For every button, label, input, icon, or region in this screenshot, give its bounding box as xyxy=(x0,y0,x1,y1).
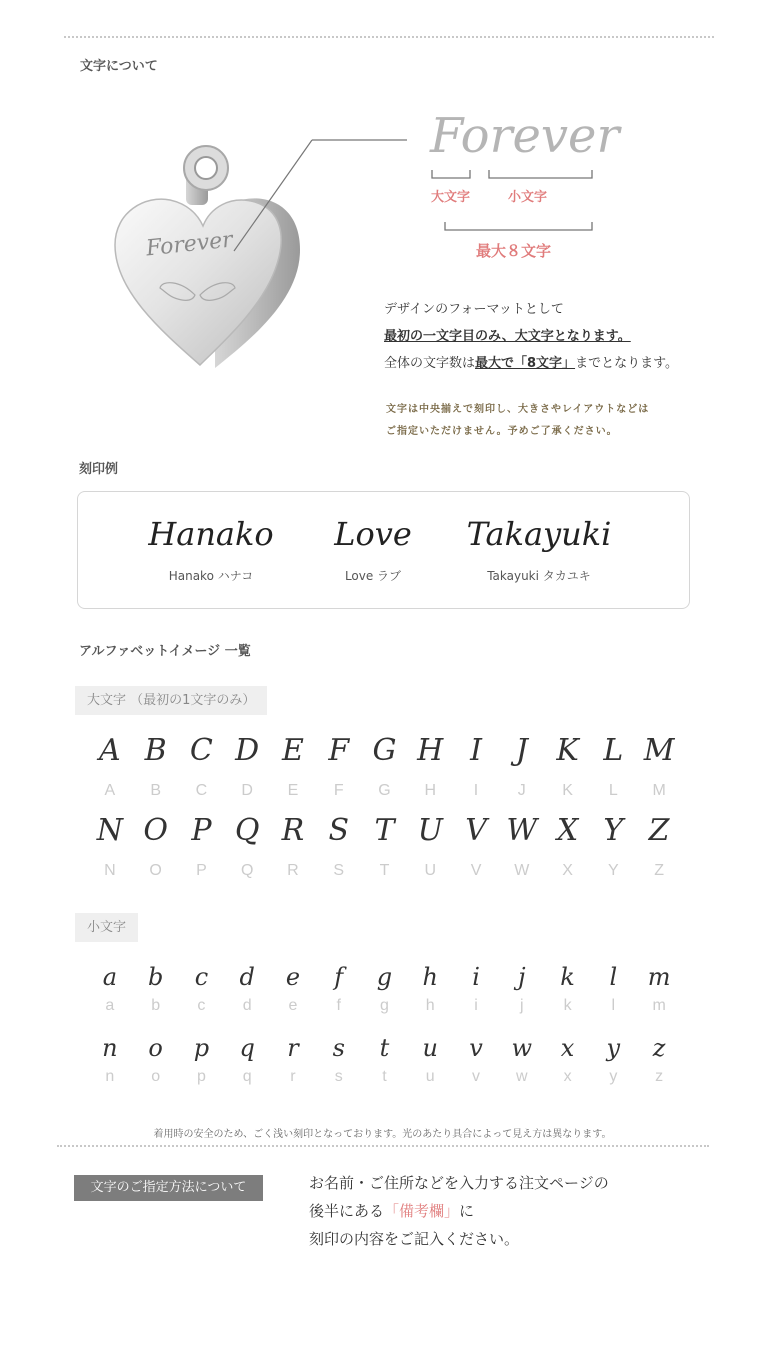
plain-letter: A xyxy=(104,782,116,799)
letter-y xyxy=(590,1033,636,1087)
plain-letter: a xyxy=(105,997,115,1014)
example-takayuki-caption: Takayuki タカユキ xyxy=(487,569,591,583)
plain-letter: q xyxy=(242,1068,252,1085)
desc-line-3-pre: 全体の文字数は xyxy=(384,356,476,371)
script-letter: Y xyxy=(603,813,624,848)
script-letter: S xyxy=(328,813,349,848)
section-title-characters: 文字について xyxy=(80,59,158,74)
letter-P xyxy=(179,813,225,881)
pendant-engraving-text: Forever xyxy=(144,227,234,262)
script-letter: X xyxy=(556,813,579,848)
bottom-divider xyxy=(57,1145,709,1147)
method-line-2 xyxy=(309,1200,474,1221)
plain-letter: Q xyxy=(240,862,254,879)
note-line-2: ご指定いただけません。予めご了承ください。 xyxy=(386,426,618,437)
letter-A xyxy=(87,733,133,801)
example-hanako-caption: Hanako ハナコ xyxy=(168,569,254,583)
letter-o xyxy=(133,1033,179,1087)
script-letter: u xyxy=(422,1034,438,1062)
lowercase-label: 小文字 xyxy=(508,190,548,205)
letter-n xyxy=(87,1033,133,1087)
script-letter: v xyxy=(469,1034,483,1062)
script-letter: k xyxy=(560,963,575,991)
method-line-2-post: に xyxy=(459,1202,475,1220)
remarks-field-highlight: 「備考欄」 xyxy=(384,1202,460,1220)
letter-d xyxy=(224,962,270,1016)
letter-O xyxy=(133,813,179,881)
example-hanako-script: Hanako xyxy=(148,515,274,553)
letter-e xyxy=(270,962,316,1016)
plain-letter: m xyxy=(652,997,666,1014)
plain-letter: y xyxy=(609,1068,618,1085)
lowercase-tag: 小文字 xyxy=(75,913,138,942)
letter-Z xyxy=(636,813,682,881)
script-letter: R xyxy=(281,813,305,848)
uppercase-row-2 xyxy=(87,813,682,881)
plain-letter: Z xyxy=(654,862,664,879)
script-letter: D xyxy=(235,733,260,768)
desc-line-2: 最初の一文字目のみ、大文字となります。 xyxy=(384,329,631,344)
plain-letter: h xyxy=(425,997,435,1014)
plain-letter: b xyxy=(151,997,161,1014)
script-letter: a xyxy=(102,963,118,991)
plain-letter: r xyxy=(290,1068,296,1085)
desc-line-3-emphasis: 最大で「8文字」 xyxy=(475,356,576,371)
capital-label: 大文字 xyxy=(431,190,471,205)
script-letter: q xyxy=(239,1034,255,1062)
example-love-script: Love xyxy=(334,515,412,553)
script-letter: W xyxy=(506,813,538,848)
letter-U xyxy=(407,813,453,881)
specify-method-label: 文字のご指定方法について xyxy=(74,1175,263,1201)
script-letter: O xyxy=(143,813,168,848)
plain-letter: o xyxy=(151,1068,161,1085)
script-letter: L xyxy=(603,733,624,768)
plain-letter: j xyxy=(520,997,524,1014)
script-letter: c xyxy=(194,963,209,991)
plain-letter: H xyxy=(424,782,437,799)
plain-letter: C xyxy=(195,782,208,799)
script-letter: y xyxy=(606,1034,621,1062)
plain-letter: k xyxy=(563,997,572,1014)
plain-letter: S xyxy=(333,862,345,879)
script-letter: l xyxy=(609,963,618,991)
plain-letter: W xyxy=(514,862,530,879)
script-letter: m xyxy=(647,963,671,991)
script-letter: z xyxy=(652,1034,666,1062)
plain-letter: l xyxy=(611,997,616,1014)
script-letter: j xyxy=(518,963,526,991)
plain-letter: T xyxy=(379,862,390,879)
letter-S xyxy=(316,813,362,881)
example-takayuki xyxy=(464,515,614,584)
letter-F xyxy=(316,733,362,801)
desc-line-3-post: までとなります。 xyxy=(575,356,679,371)
plain-letter: u xyxy=(425,1068,435,1085)
plain-letter: R xyxy=(287,862,299,879)
max-chars-label: 最大８文字 xyxy=(476,242,552,260)
example-takayuki-script: Takayuki xyxy=(466,515,612,553)
desc-line-3 xyxy=(384,352,678,371)
example-love-caption: Love ラブ xyxy=(344,569,402,583)
script-letter: P xyxy=(191,813,212,848)
plain-letter: c xyxy=(197,997,206,1014)
plain-letter: X xyxy=(562,862,573,879)
script-letter: p xyxy=(193,1034,210,1062)
script-letter: e xyxy=(285,963,301,991)
top-divider xyxy=(64,36,714,38)
letter-G xyxy=(362,733,408,801)
plain-letter: d xyxy=(242,997,252,1014)
plain-letter: N xyxy=(104,862,116,879)
letter-M xyxy=(636,733,682,801)
script-letter: s xyxy=(332,1034,345,1062)
section-title-alphabet: アルファベットイメージ 一覧 xyxy=(79,644,251,659)
script-letter: b xyxy=(147,963,164,991)
script-letter: B xyxy=(144,733,167,768)
script-letter: w xyxy=(511,1034,533,1062)
safety-footnote: 着用時の安全のため、ごく浅い刻印となっております。光のあたり具合によって見え方は異なります。 xyxy=(153,1129,612,1140)
example-hanako xyxy=(146,515,276,584)
letter-u xyxy=(407,1033,453,1087)
letter-E xyxy=(270,733,316,801)
letter-f xyxy=(316,962,362,1016)
script-letter: I xyxy=(470,733,482,768)
letter-w xyxy=(499,1033,545,1087)
plain-letter: V xyxy=(470,862,482,879)
letter-z xyxy=(636,1033,682,1087)
plain-letter: g xyxy=(380,997,389,1014)
plain-letter: p xyxy=(196,1068,206,1085)
letter-r xyxy=(270,1033,316,1087)
letter-l xyxy=(590,962,636,1016)
letter-g xyxy=(362,962,408,1016)
letter-I xyxy=(453,733,499,801)
plain-letter: F xyxy=(333,782,344,799)
letter-p xyxy=(179,1033,225,1087)
letter-s xyxy=(316,1033,362,1087)
plain-letter: D xyxy=(241,782,253,799)
script-letter: i xyxy=(472,963,480,991)
script-letter: x xyxy=(560,1034,575,1062)
plain-letter: M xyxy=(652,782,666,799)
method-line-2-pre: 後半にある xyxy=(309,1202,385,1220)
plain-letter: L xyxy=(608,782,618,799)
script-letter: T xyxy=(374,813,395,848)
script-letter: C xyxy=(189,733,213,768)
method-line-3: 刻印の内容をご記入ください。 xyxy=(309,1230,520,1248)
script-letter: r xyxy=(287,1034,299,1062)
script-letter: d xyxy=(239,963,255,991)
plain-letter: e xyxy=(288,997,298,1014)
example-love xyxy=(318,515,428,584)
script-letter: N xyxy=(96,813,123,848)
plain-letter: B xyxy=(150,782,161,799)
plain-letter: w xyxy=(516,1068,528,1085)
plain-letter: f xyxy=(336,997,341,1014)
letter-j xyxy=(499,962,545,1016)
letter-T xyxy=(362,813,408,881)
plain-letter: P xyxy=(196,862,207,879)
plain-letter: O xyxy=(149,862,162,879)
letter-D xyxy=(224,733,270,801)
letter-X xyxy=(545,813,591,881)
plain-letter: i xyxy=(474,997,478,1014)
letter-a xyxy=(87,962,133,1016)
letter-c xyxy=(179,962,225,1016)
letter-R xyxy=(270,813,316,881)
plain-letter: v xyxy=(472,1068,481,1085)
script-letter: K xyxy=(556,733,579,768)
letter-i xyxy=(453,962,499,1016)
letter-N xyxy=(87,813,133,881)
note-line-1: 文字は中央揃えで刻印し、大きさやレイアウトなどは xyxy=(386,404,650,415)
letter-W xyxy=(499,813,545,881)
plain-letter: U xyxy=(424,862,437,879)
plain-letter: s xyxy=(334,1068,343,1085)
script-letter: t xyxy=(379,1034,390,1062)
letter-b xyxy=(133,962,179,1016)
script-letter: V xyxy=(465,813,487,848)
plain-letter: z xyxy=(655,1068,664,1085)
script-letter: h xyxy=(422,963,438,991)
uppercase-row-1 xyxy=(87,733,682,801)
script-letter: E xyxy=(282,733,304,768)
script-letter: G xyxy=(372,733,397,768)
script-letter: f xyxy=(334,963,344,991)
letter-H xyxy=(407,733,453,801)
letter-h xyxy=(407,962,453,1016)
lowercase-row-2 xyxy=(87,1033,682,1087)
letter-Q xyxy=(224,813,270,881)
plain-letter: E xyxy=(287,782,299,799)
letter-J xyxy=(499,733,545,801)
script-letter: o xyxy=(148,1034,163,1062)
letter-C xyxy=(179,733,225,801)
script-letter: Q xyxy=(234,813,260,848)
letter-k xyxy=(545,962,591,1016)
plain-letter: J xyxy=(517,782,526,799)
uppercase-tag: 大文字 （最初の1文字のみ） xyxy=(75,686,267,715)
script-letter: n xyxy=(102,1034,118,1062)
letter-q xyxy=(224,1033,270,1087)
script-letter: g xyxy=(376,963,393,991)
letter-m xyxy=(636,962,682,1016)
desc-line-1: デザインのフォーマットとして xyxy=(384,302,564,317)
script-letter: A xyxy=(99,733,121,768)
script-letter: H xyxy=(417,733,444,768)
section-title-examples: 刻印例 xyxy=(79,462,119,477)
letter-t xyxy=(362,1033,408,1087)
plain-letter: x xyxy=(563,1068,572,1085)
letter-v xyxy=(453,1033,499,1087)
plain-letter: K xyxy=(562,782,573,799)
forever-sample-word: Forever xyxy=(430,108,620,164)
letter-B xyxy=(133,733,179,801)
plain-letter: t xyxy=(382,1068,387,1085)
script-letter: Z xyxy=(648,813,670,848)
letter-V xyxy=(453,813,499,881)
lowercase-row-1 xyxy=(87,962,682,1016)
plain-letter: G xyxy=(378,782,391,799)
letter-L xyxy=(590,733,636,801)
script-letter: M xyxy=(643,733,675,768)
script-letter: F xyxy=(328,733,350,768)
letter-x xyxy=(545,1033,591,1087)
script-letter: U xyxy=(417,813,443,848)
plain-letter: I xyxy=(473,782,479,799)
letter-Y xyxy=(590,813,636,881)
script-letter: J xyxy=(515,733,528,768)
method-line-1: お名前・ご住所などを入力する注文ページの xyxy=(309,1174,609,1192)
letter-K xyxy=(545,733,591,801)
plain-letter: Y xyxy=(608,862,619,879)
plain-letter: n xyxy=(105,1068,115,1085)
